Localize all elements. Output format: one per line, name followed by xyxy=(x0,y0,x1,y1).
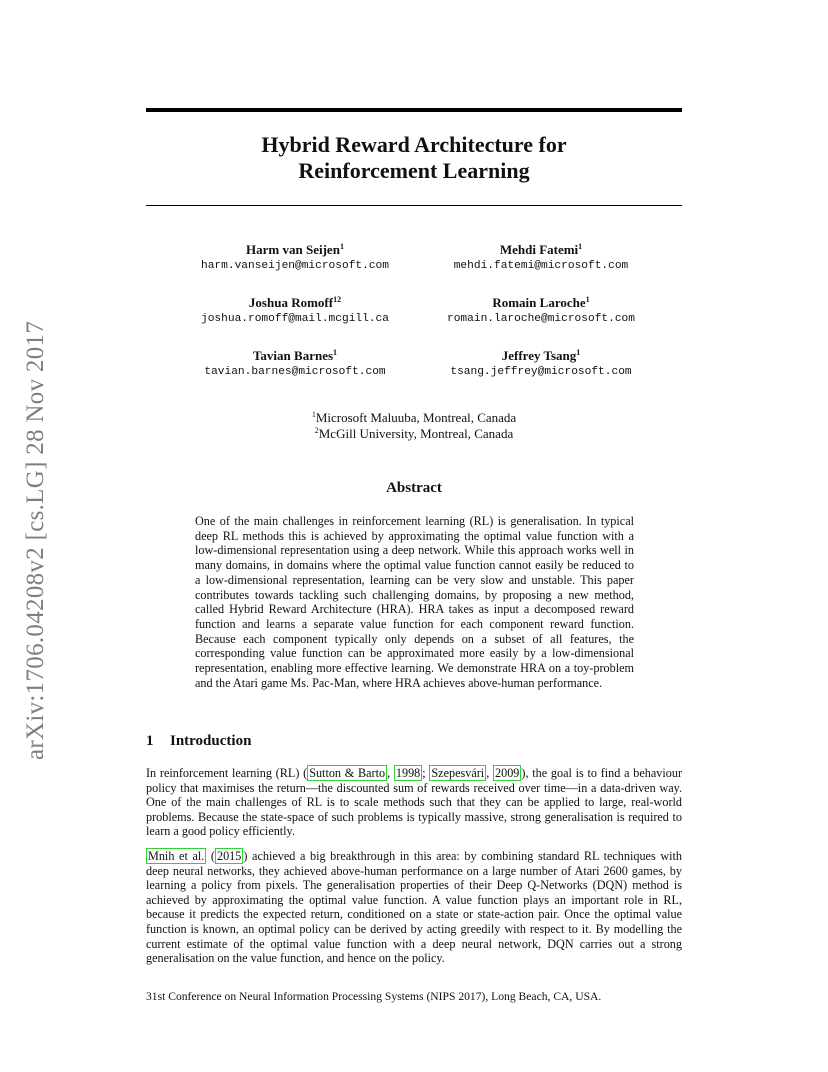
intro-paragraph-1: In reinforcement learning (RL) ( Sutton & Barto , 1998 ; Szepesvári , 2009 ), the goal is to find a behaviour policy that maximises the return—the discounted sum of rewards received over time—in a data-driven way. One of the main challenges of RL is to scale methods such that they can be applied to large, real-world problems. Because the state-space of such problems is typically massive, strong generalisation is required to learn a good policy efficiently. xyxy=(146,766,683,839)
author-block xyxy=(165,295,425,327)
citation-link[interactable]: Szepesvári xyxy=(431,766,485,780)
affiliation-line: $^2$McGill University, Montreal, Canada xyxy=(314,426,514,441)
paper-title xyxy=(146,132,682,184)
section-title: Introduction xyxy=(170,733,252,749)
author-email[interactable]: tsang.jeffrey@microsoft.com xyxy=(450,366,632,378)
conference-footnote: 31st Conference on Neural Information Processing Systems (NIPS 2017), Long Beach, CA, USA. xyxy=(146,990,602,1003)
abstract-text: One of the main challenges in reinforcement learning (RL) is generalisation. In typical deep RL methods this is achieved by approximating the optimal value function with a low-dimensional representation using a deep network. While this approach works well in many domains, in domains where the optimal value function cannot easily be reduced to a low-dimensional representation, learning can be very slow and unstable. This paper contributes towards tackling such challenging domains, by proposing a new method, called Hybrid Reward Architecture (HRA). HRA takes as input a decomposed reward function and learns a separate value function for each component reward function. Because each component typically only depends on a subset of all features, the corresponding value function can be approximated more easily by a low-dimensional representation, enabling more effective learning. We demonstrate HRA on a toy-problem and the Atari game Ms. Pac-Man, where HRA achieves above-human performance. xyxy=(195,514,634,690)
citation-link[interactable]: 2009 xyxy=(495,766,520,780)
title-line-2: Reinforcement Learning xyxy=(298,158,530,183)
author-email[interactable]: tavian.barnes@microsoft.com xyxy=(204,366,386,378)
author-email[interactable]: harm.vanseijen@microsoft.com xyxy=(201,260,389,272)
abstract-heading: Abstract xyxy=(386,480,442,496)
author-block xyxy=(411,348,671,380)
citation-link[interactable]: 2015 xyxy=(216,849,242,863)
affiliations xyxy=(146,410,682,442)
author-email[interactable]: mehdi.fatemi@microsoft.com xyxy=(453,260,629,272)
title-bottom-rule xyxy=(146,205,682,206)
citation-link[interactable]: 1998 xyxy=(395,766,421,780)
affiliation-line: $^1$Microsoft Maluuba, Montreal, Canada xyxy=(311,410,517,425)
author-name: Jeffrey Tsang$^1$ xyxy=(501,348,581,363)
section-heading xyxy=(146,733,251,750)
author-block xyxy=(411,295,671,327)
citation-link[interactable]: Mnih et al. xyxy=(148,849,205,863)
author-name: Harm van Seijen$^1$ xyxy=(246,242,344,257)
author-block xyxy=(165,348,425,380)
author-name: Joshua Romoff$^{12}$ xyxy=(248,295,342,310)
author-block xyxy=(411,242,671,274)
author-name: Romain Laroche$^1$ xyxy=(492,295,590,310)
author-email[interactable]: romain.laroche@microsoft.com xyxy=(447,313,635,325)
title-top-rule xyxy=(146,108,682,112)
arxiv-stamp: arXiv:1706.04208v2 [cs.LG] 28 Nov 2017 xyxy=(22,320,49,760)
author-email[interactable]: joshua.romoff@mail.mcgill.ca xyxy=(201,313,389,325)
author-name: Mehdi Fatemi$^1$ xyxy=(499,242,583,257)
author-block xyxy=(165,242,425,274)
title-line-1: Hybrid Reward Architecture for xyxy=(261,132,567,157)
intro-paragraph-2: Mnih et al. ( 2015 ) achieved a big breakthrough in this area: by combining standard RL techniques with deep neural networks, they achieved above-human performance on a large number of Atari 2600 games, by learning a policy from pixels. The generalisation properties of their Deep Q-Networks (DQN) method is achieved by approximating the optimal value function. A value function plays an important role in RL, because it predicts the expected return, conditioned on a state or state-action pair. Once the optimal value function is known, an optimal policy can be derived by acting greedily with respect to it. By modelling the current estimate of the optimal value function with a deep neural network, DQN carries out a strong generalisation on the value function, and hence on the policy. xyxy=(146,849,682,966)
citation-link[interactable]: Sutton & Barto xyxy=(309,766,386,780)
author-name: Tavian Barnes$^1$ xyxy=(252,348,338,363)
section-number: 1 xyxy=(146,733,154,749)
